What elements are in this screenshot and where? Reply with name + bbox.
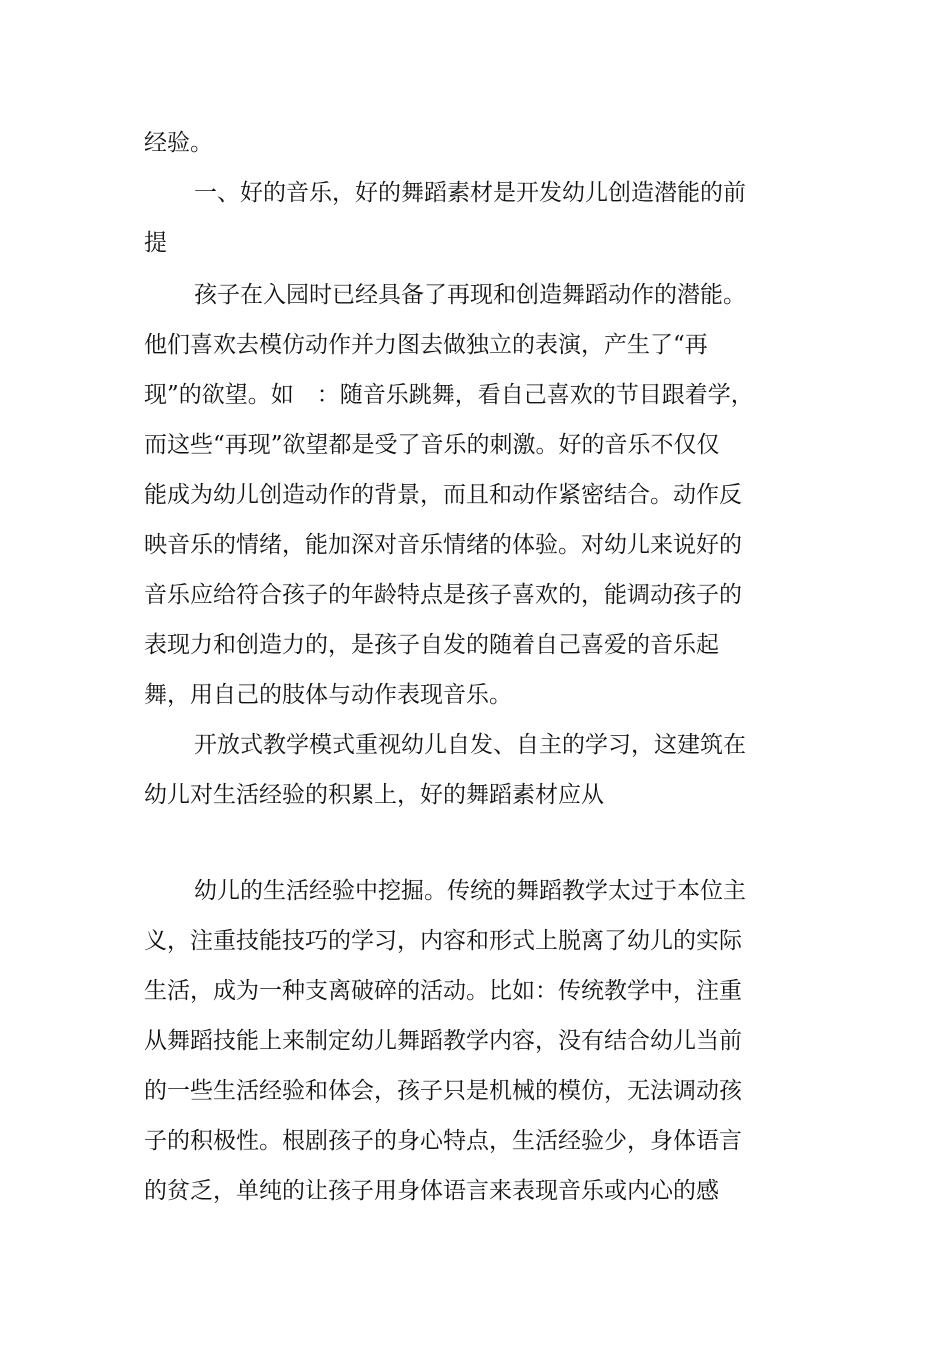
text-line-1: 经验。 — [144, 130, 213, 156]
section-heading-continued: 提 — [144, 230, 167, 256]
paragraph-line: 能成为幼儿创造动作的背景，而且和动作紧密结合。动作反 — [144, 482, 742, 508]
paragraph-line: 幼儿对生活经验的积累上，好的舞蹈素材应从 — [144, 782, 604, 808]
paragraph-line: 孩子在入园时已经具备了再现和创造舞蹈动作的潜能。 — [194, 282, 746, 308]
paragraph-line: 的贫乏，单纯的让孩子用身体语言来表现音乐或内心的感 — [144, 1178, 719, 1204]
paragraph-line: 幼儿的生活经验中挖掘。传统的舞蹈教学太过于本位主 — [194, 878, 746, 904]
paragraph-line: 开放式教学模式重视幼儿自发、自主的学习，这建筑在 — [194, 732, 746, 758]
paragraph-line: 表现力和创造力的，是孩子自发的随着自己喜爱的音乐起 — [144, 632, 719, 658]
paragraph-line: 子的积极性。根剧孩子的身心特点，生活经验少，身体语言 — [144, 1128, 742, 1154]
paragraph-line: 舞，用自己的肢体与动作表现音乐。 — [144, 682, 512, 708]
paragraph-line: 映音乐的情绪，能加深对音乐情绪的体验。对幼儿来说好的 — [144, 532, 742, 558]
paragraph-line: 从舞蹈技能上来制定幼儿舞蹈教学内容，没有结合幼儿当前 — [144, 1028, 742, 1054]
paragraph-line: 生活，成为一种支离破碎的活动。比如：传统教学中，注重 — [144, 978, 742, 1004]
paragraph-line: 现”的欲望。如 ：随音乐跳舞，看自己喜欢的节目跟着学， — [144, 382, 754, 408]
section-heading: 一、好的音乐，好的舞蹈素材是开发幼儿创造潜能的前 — [194, 180, 746, 206]
paragraph-line: 而这些“再现”欲望都是受了音乐的刺激。好的音乐不仅仅 — [144, 432, 720, 458]
paragraph-line: 的一些生活经验和体会，孩子只是机械的模仿，无法调动孩 — [144, 1078, 742, 1104]
paragraph-line: 义，注重技能技巧的学习，内容和形式上脱离了幼儿的实际 — [144, 928, 742, 954]
paragraph-line: 他们喜欢去模仿动作并力图去做独立的表演，产生了“再 — [144, 332, 708, 358]
paragraph-line: 音乐应给符合孩子的年龄特点是孩子喜欢的，能调动孩子的 — [144, 582, 742, 608]
